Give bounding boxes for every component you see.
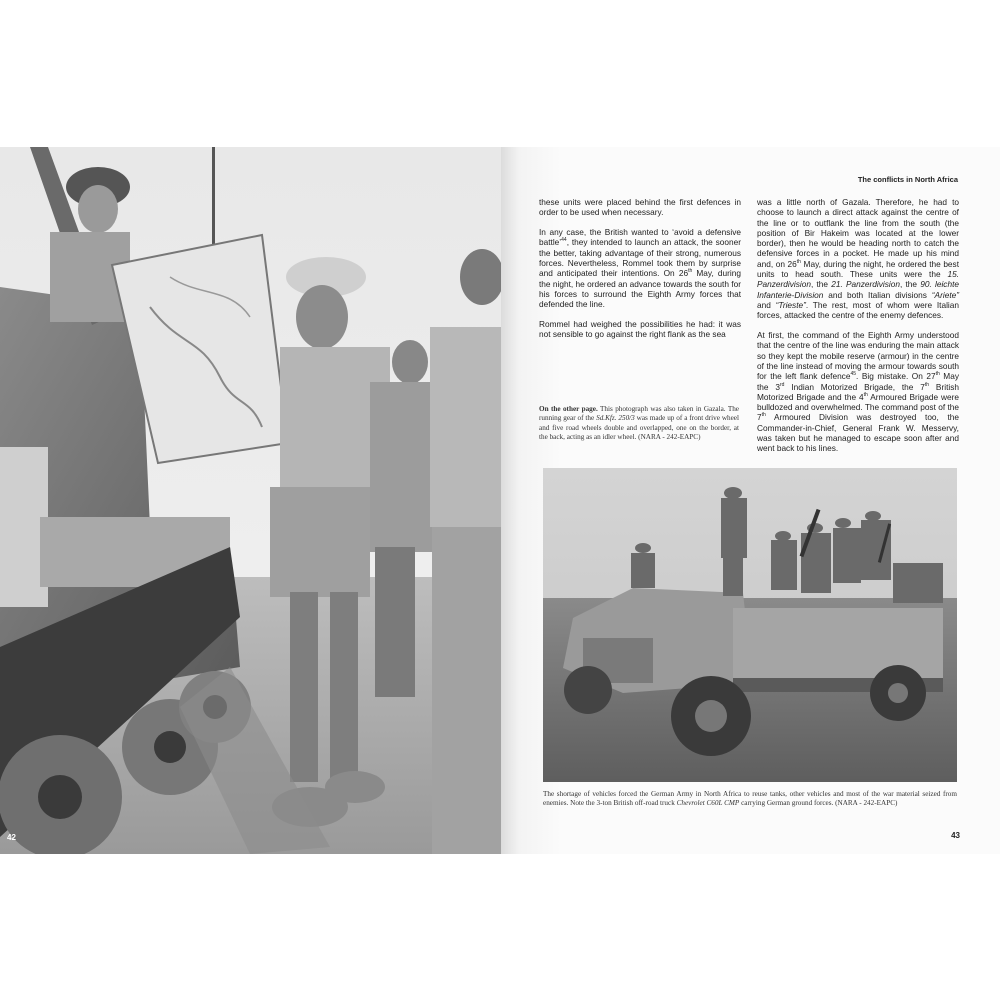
paragraph: Rommel had weighed the possibilities he had: it was not sensible to go against the right flank as the sea <box>539 318 741 340</box>
paragraph: In any case, the British wanted to ‘avoid a defensive battle’$^{44}$, they intended to launch an attack, the sooner the better, taking advantage of their strong, numerous forces. Nevertheless, Rommel took them by surprise and anticipated their intentions. On 26th May, during the night, he ordered an advance towards the south for his forces to surround the Eighth Army forces that defended the line. <box>539 227 741 310</box>
left-page <box>0 147 501 854</box>
text-column-1 <box>539 197 741 349</box>
paragraph: these units were placed behind the first defences in order to be used when necessary. <box>539 197 741 218</box>
text-column-2 <box>757 197 959 463</box>
paragraph: At first, the command of the Eighth Army understood that the centre of the line was enduring the main attack so they kept the mobile reserve (armour) in the centre of the line instead of moving the armour towards south for the left flank defence$^{45}$. Big mistake. On 27th May the 3rd Indian Motorized Brigade, the 7th British Motorized Brigade and the 4th Armoured Brigade were bulldozed and overwhelmed. The command post of the 7th Armoured Division was destroyed too, the Commander-in-Chief, General Frank W. Messervy, was taken but he managed to escape soon after and went back to his lines. <box>757 330 959 454</box>
paragraph: was a little north of Gazala. Therefore, he had to choose to launch a direct attack against the centre of the line or to outflank the line from the south (the position of Bir Hakeim was located at the lower border), then he would be heading north to catch the defensive forces in a pocket. He made up his mind and, on 26th May, during the night, he ordered the best units to head south. These units were the 15. Panzerdivision, the 21. Panzerdivision, the 90. leichte Infanterie-Division and both Italian divisions “Ariete” and “Trieste”. The rest, most of whom were Italian forces, attacked the centre of the enemy defences. <box>757 197 959 321</box>
page-number-right: 43 <box>951 831 960 840</box>
caption-truck-photo: The shortage of vehicles forced the German Army in North Africa to reuse tanks, other vehicles and most of the war material seized from enemies. Note the 3-ton British off-road truck Chevrolet C60L CMP carrying German ground forces. (NARA - 242-EAPC) <box>543 790 957 808</box>
page-number-left: 42 <box>7 833 16 842</box>
book-spread <box>0 147 1000 854</box>
officers-map-photo <box>0 147 501 854</box>
truck-soldiers-photo <box>543 468 957 782</box>
running-head: The conflicts in North Africa <box>857 175 958 184</box>
right-page <box>501 147 1000 854</box>
caption-other-page: On the other page. This photograph was also taken in Gazala. The running gear of the Sd.Kfz. 250/3 was made up of a front drive wheel and five road wheels double and overlapped, one on the border, at the back, acting as an idler wheel. (NARA - 242-EAPC) <box>539 405 739 442</box>
